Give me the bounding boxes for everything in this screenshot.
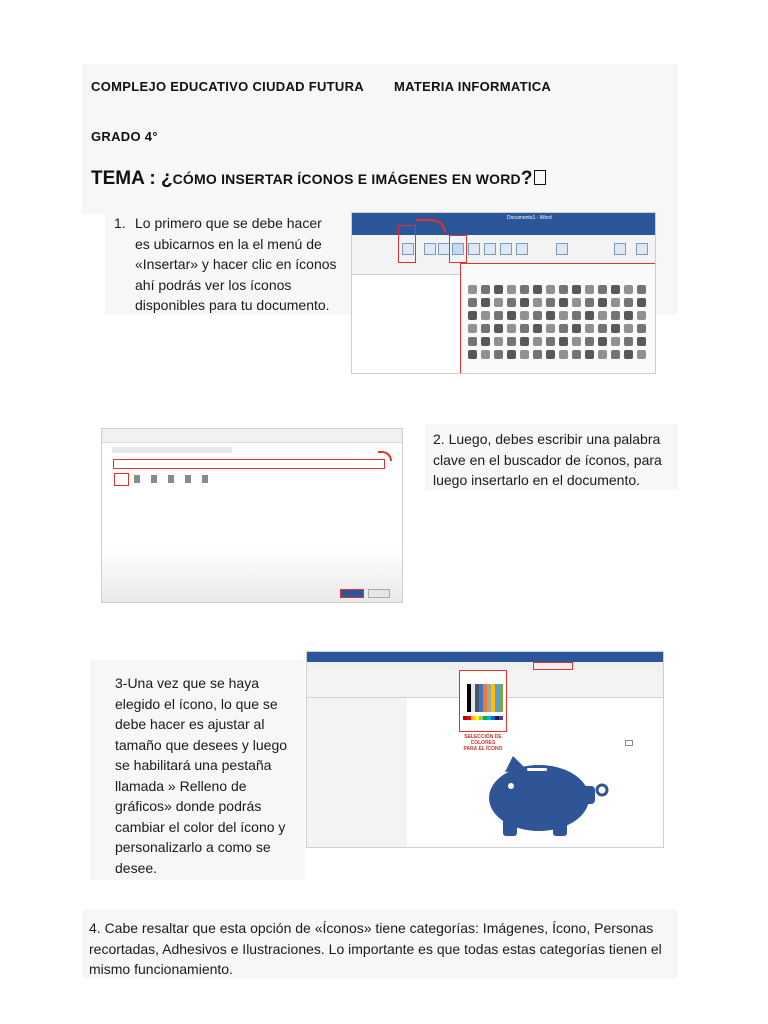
palette-swatches: [463, 684, 503, 712]
icon-thumbnail: [585, 285, 594, 294]
icon-thumbnail: [598, 285, 607, 294]
icon-thumbnail: [494, 285, 503, 294]
icon-thumbnail: [559, 311, 568, 320]
icon-thumbnail: [624, 324, 633, 333]
handle-icon: [625, 740, 633, 746]
icon-thumbnail: [533, 337, 542, 346]
palette-caption: [453, 734, 513, 752]
dialog-toolbar: [102, 429, 402, 443]
icon-thumbnail: [572, 285, 581, 294]
icon-thumbnail: [637, 350, 646, 359]
topic-text: CÓMO INSERTAR ÍCONOS E IMÁGENES EN WORD: [172, 171, 521, 187]
icon-thumbnail: [611, 285, 620, 294]
icon-thumbnail: [559, 324, 568, 333]
icon-thumbnail: [559, 350, 568, 359]
insert-tab-highlight: [398, 225, 416, 263]
icon-thumbnail: [546, 324, 555, 333]
screenshot-insert-ribbon: [351, 212, 656, 374]
icons-grid: [468, 285, 648, 369]
icon-thumbnail: [624, 298, 633, 307]
icon-thumbnail: [546, 311, 555, 320]
step3-line: gráficos» donde podrás: [115, 798, 262, 814]
step2-line: clave en el buscador de íconos, para: [433, 451, 662, 468]
icon-thumbnail: [624, 337, 633, 346]
icon-thumbnail: [481, 285, 490, 294]
icon-thumbnail: [520, 285, 529, 294]
icon-thumbnail: [572, 350, 581, 359]
step1-line: es ubicarnos en la el menú de: [135, 235, 322, 252]
capture-icon: [516, 243, 528, 255]
icon-thumbnail: [546, 285, 555, 294]
selected-result: [114, 473, 129, 486]
icon-thumbnail: [611, 350, 620, 359]
icon-thumbnail: [494, 324, 503, 333]
icon-thumbnail: [637, 298, 646, 307]
palette-caption-line: SELECCIÓN DE COLORES: [464, 734, 502, 746]
icon-thumbnail: [507, 350, 516, 359]
step1-line: disponibles para tu documento.: [135, 297, 330, 313]
icon-thumbnail: [520, 337, 529, 346]
piggy-bank-icon: [477, 752, 612, 840]
step3-line: debe hacer es ajustar al: [115, 716, 265, 732]
image-icon: [424, 243, 436, 255]
step1-line: «Insertar» y hacer clic en íconos: [135, 256, 337, 272]
window-title: Documento1 - Word: [507, 215, 552, 221]
icon-thumbnail: [585, 298, 594, 307]
icon-thumbnail: [559, 298, 568, 307]
chart-icon: [500, 243, 512, 255]
icon-thumbnail: [507, 337, 516, 346]
icon-thumbnail: [624, 311, 633, 320]
doc-margin: [307, 698, 407, 848]
step1-text: [135, 213, 350, 316]
icon-thumbnail: [624, 285, 633, 294]
icon-thumbnail: [507, 298, 516, 307]
step4-line: mismo funcionamiento.: [89, 961, 233, 977]
step3-line: tamaño que desees y luego: [115, 736, 288, 753]
icon-thumbnail: [598, 311, 607, 320]
icon-thumbnail: [468, 350, 477, 359]
icon-thumbnail: [546, 337, 555, 346]
step1-number: 1.: [114, 215, 126, 231]
icons-button-highlight: [449, 235, 467, 263]
step3-line: elegido el ícono, lo que se: [115, 695, 278, 712]
step4-line: recortadas, Adhesivos e Ilustraciones. Lo importante es que todas estas categorías tienen el: [89, 940, 662, 957]
result-row: [134, 475, 214, 483]
icon-thumbnail: [533, 285, 542, 294]
step3-line: personalizarlo a como se: [115, 839, 271, 855]
topic-open-question: ¿: [161, 168, 173, 189]
step3-line: cambiar el color del ícono y: [115, 818, 286, 835]
icon-thumbnail: [637, 337, 646, 346]
icon-thumbnail: [481, 324, 490, 333]
icon-thumbnail: [598, 337, 607, 346]
wikipedia-icon: [614, 243, 626, 255]
icon-thumbnail: [520, 350, 529, 359]
icon-thumbnail: [507, 311, 516, 320]
icon-thumbnail: [546, 298, 555, 307]
icon-thumbnail: [468, 298, 477, 307]
icon-thumbnail: [494, 311, 503, 320]
icon-thumbnail: [637, 311, 646, 320]
step4-text: [89, 918, 679, 980]
icon-thumbnail: [468, 285, 477, 294]
step3-text: [115, 673, 305, 878]
icon-thumbnail: [494, 337, 503, 346]
icon-thumbnail: [637, 285, 646, 294]
step3-line: 3-Una vez que se haya: [115, 675, 259, 691]
icon-thumbnail: [598, 350, 607, 359]
step1-line: ahí podrás ver los íconos: [135, 276, 292, 293]
grade-label: GRADO 4°: [91, 129, 158, 144]
icon-thumbnail: [520, 311, 529, 320]
icon-thumbnail: [611, 324, 620, 333]
icon-thumbnail: [611, 337, 620, 346]
icon-thumbnail: [468, 324, 477, 333]
step3-line: desee.: [115, 859, 158, 876]
icon-thumbnail: [494, 350, 503, 359]
icon-thumbnail: [598, 298, 607, 307]
icon-thumbnail: [585, 324, 594, 333]
title-bar: [307, 652, 663, 662]
topic-separator: :: [144, 168, 162, 189]
icon-thumbnail: [572, 298, 581, 307]
graphics-fill-tab-highlight: [533, 662, 573, 670]
icon-thumbnail: [611, 298, 620, 307]
subject-name: MATERIA INFORMATICA: [394, 79, 552, 94]
smartart-icon: [484, 243, 496, 255]
icon-thumbnail: [585, 350, 594, 359]
icon-thumbnail: [533, 350, 542, 359]
step1-line: Lo primero que se debe hacer: [135, 215, 322, 231]
video-icon: [636, 243, 648, 255]
ribbon-tabs: [307, 662, 663, 670]
addins-icon: [556, 243, 568, 255]
icon-thumbnail: [585, 337, 594, 346]
standard-colors: [463, 716, 503, 720]
topic-title: [91, 168, 546, 190]
icon-thumbnail: [533, 324, 542, 333]
icon-thumbnail: [533, 298, 542, 307]
icon-thumbnail: [468, 337, 477, 346]
icon-thumbnail: [533, 311, 542, 320]
icon-thumbnail: [507, 285, 516, 294]
icon-thumbnail: [546, 350, 555, 359]
screenshot-graphics-fill: [306, 651, 664, 848]
icon-thumbnail: [481, 311, 490, 320]
school-name: COMPLEJO EDUCATIVO CIUDAD FUTURA: [91, 79, 364, 94]
icon-thumbnail: [585, 311, 594, 320]
3d-models-icon: [468, 243, 480, 255]
step2-line: 2. Luego, debes escribir una palabra: [433, 431, 661, 447]
icon-thumbnail: [572, 311, 581, 320]
topic-label: TEMA: [91, 168, 145, 189]
step2-line: luego insertarlo en el documento.: [433, 472, 641, 488]
icon-thumbnail: [520, 298, 529, 307]
screenshot-icon-search: [101, 428, 403, 603]
icon-thumbnail: [559, 337, 568, 346]
icon-thumbnail: [637, 324, 646, 333]
cancel-button: [368, 589, 390, 598]
palette-caption-line: PARA EL ÍCONO: [463, 746, 503, 752]
icon-thumbnail: [481, 337, 490, 346]
topic-close-question: ?: [520, 168, 533, 189]
icon-thumbnail: [598, 324, 607, 333]
step3-line: se habilitará una pestaña: [115, 757, 272, 773]
icon-thumbnail: [520, 324, 529, 333]
icon-thumbnail: [481, 298, 490, 307]
icon-thumbnail: [572, 337, 581, 346]
insert-button: [340, 589, 364, 598]
search-box: [113, 459, 385, 469]
icon-thumbnail: [507, 324, 516, 333]
step2-text: [433, 429, 678, 491]
icon-thumbnail: [468, 311, 477, 320]
step4-line: 4. Cabe resaltar que esta opción de «Íconos» tiene categorías: Imágenes, Ícono, Personas: [89, 920, 654, 936]
dialog-tabs: [112, 447, 232, 453]
icon-thumbnail: [481, 350, 490, 359]
search-arrow: [378, 451, 392, 461]
icon-thumbnail: [559, 285, 568, 294]
icon-thumbnail: [494, 298, 503, 307]
icon-thumbnail: [572, 324, 581, 333]
icon-thumbnail: [611, 311, 620, 320]
icon-thumbnail: [624, 350, 633, 359]
missing-glyph-box: [534, 170, 546, 185]
step3-line: llamada » Relleno de: [115, 777, 247, 794]
